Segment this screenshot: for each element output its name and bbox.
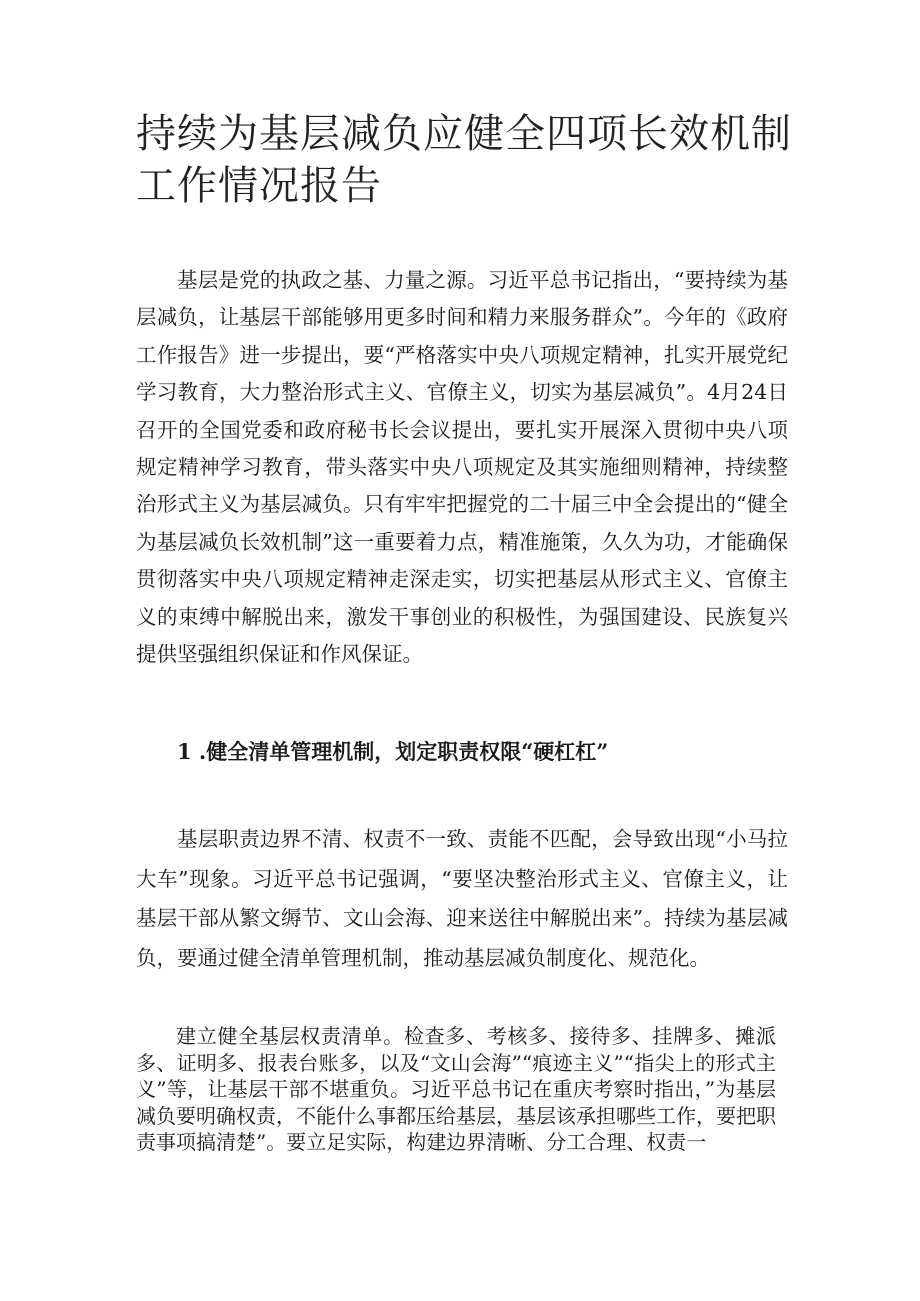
section-detail-paragraph: 建立健全基层权责清单。检查多、考核多、接待多、挂牌多、摊派多、证明多、报表台账多，以及“文山会海”“痕迹主义”“指尖上的形式主义”等，让基层干部不堪重负。习近平总书记在重庆考察时指出，”为基层减负要明确权责，不能什么事都压给基层，基层该承担哪些工作，要把职责事项搞清楚”。要立足实际，构建边界清晰、分工合理、权责一 (136, 1024, 776, 1154)
intro-paragraph: 基层是党的执政之基、力量之源。习近平总书记指出，“要持续为基层减负，让基层干部能够用更多时间和精力来服务群众”。今年的《政府工作报告》进一步提出，要“严格落实中央八项规定精神，扎实开展党纪学习教育，大力整治形式主义、官僚主义，切实为基层减负”。4月24日召开的全国党委和政府秘书长会议提出，要扎实开展深入贯彻中央八项规定精神学习教育，带头落实中央八项规定及其实施细则精神，持续整治形式主义为基层减负。只有牢牢把握党的二十届三中全会提出的“健全为基层减负长效机制”这一重要着力点，精准施策，久久为功，才能确保贯彻落实中央八项规定精神走深走实，切实把基层从形式主义、官僚主义的束缚中解脱出来，激发干事创业的积极性，为强国建设、民族复兴提供坚强组织保证和作风保证。 (136, 268, 788, 667)
document-title: 持续为基层减负应健全四项长效机制工作情况报告 (136, 111, 792, 209)
section-heading: 1 .健全清单管理机制，划定职责权限“硬杠杠” (177, 739, 609, 764)
section-body-paragraph: 基层职责边界不清、权责不一致、责能不匹配，会导致出现“小马拉大车”现象。习近平总书记强调，“要坚决整治形式主义、官僚主义，让基层干部从繁文缛节、文山会海、迎来送往中解脱出来”。持续为基层减负，要通过健全清单管理机制，推动基层减负制度化、规范化。 (136, 827, 788, 970)
